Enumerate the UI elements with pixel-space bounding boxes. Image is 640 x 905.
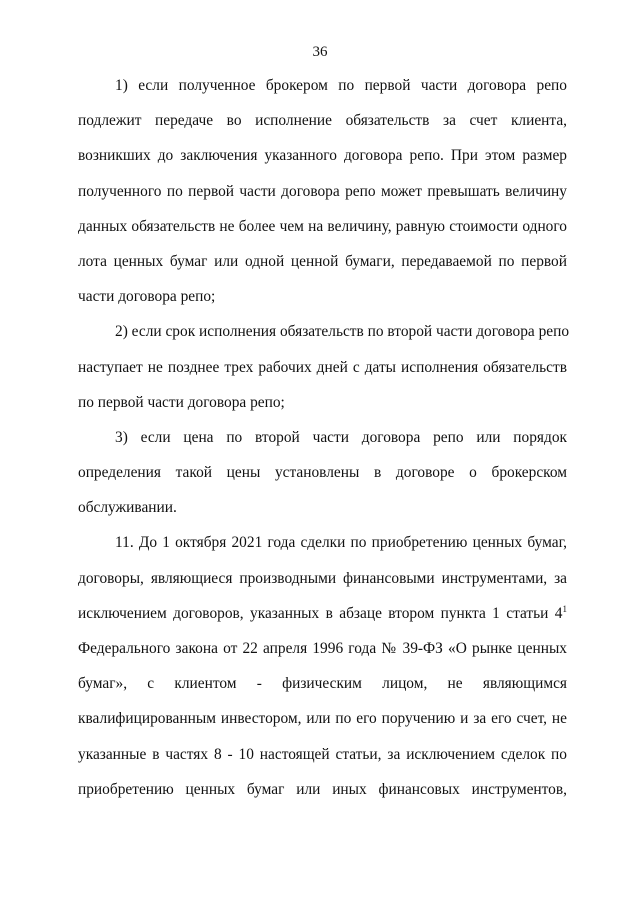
superscript-marker: 1 bbox=[562, 603, 567, 614]
text-line: данных обязательств не более чем на величину, равную стоимости одного bbox=[78, 217, 567, 235]
text-line-with-footnote bbox=[78, 596, 567, 631]
text-line: определения такой цены установлены в договоре о брокерском bbox=[78, 464, 567, 482]
text-line: 1) если полученное брокером по первой части договора репо bbox=[115, 77, 567, 94]
text-line: лота ценных бумаг или одной ценной бумаги, передаваемой по первой bbox=[78, 252, 567, 270]
text-line: 11. До 1 октября 2021 года сделки по приобретению ценных бумаг, bbox=[115, 534, 567, 552]
text-line: бумаг», с клиентом - физическим лицом, не являющимся bbox=[78, 675, 567, 693]
text-line: наступает не позднее трех рабочих дней с даты исполнения обязательств bbox=[78, 358, 567, 376]
paragraph-3 bbox=[78, 420, 567, 526]
document-body bbox=[78, 68, 570, 807]
text-line: договоры, являющиеся производными финансовыми инструментами, за bbox=[78, 569, 567, 587]
text-line: 3) если цена по второй части договора репо или порядок bbox=[115, 428, 567, 446]
text-line: приобретению ценных бумаг или иных финансовых инструментов, bbox=[78, 780, 567, 798]
text-line: квалифицированным инвестором, или по его поручению и за его счет, не bbox=[78, 710, 567, 728]
text-line: части договора репо; bbox=[78, 288, 216, 306]
text-line-content: исключением договоров, указанных в абзаце втором пункта 1 статьи 4 bbox=[78, 604, 563, 622]
text-line: Федерального закона от 22 апреля 1996 года № 39-ФЗ «О рынке ценных bbox=[78, 640, 567, 657]
text-line: подлежит передаче во исполнение обязательств за счет клиента, bbox=[78, 112, 567, 130]
page-number: 36 bbox=[312, 44, 328, 60]
paragraph-1 bbox=[78, 68, 567, 314]
paragraph-4 bbox=[78, 525, 567, 807]
text-line: указанные в частях 8 - 10 настоящей статьи, за исключением сделок по bbox=[78, 745, 567, 763]
paragraph-2 bbox=[78, 314, 570, 420]
text-line: по первой части договора репо; bbox=[78, 393, 285, 411]
text-line: полученного по первой части договора репо может превышать величину bbox=[78, 182, 567, 200]
text-line: возникших до заключения указанного договора репо. При этом размер bbox=[78, 147, 567, 165]
text-line: обслуживании. bbox=[78, 499, 177, 517]
text-line: 2) если срок исполнения обязательств по второй части договора репо bbox=[115, 323, 570, 341]
